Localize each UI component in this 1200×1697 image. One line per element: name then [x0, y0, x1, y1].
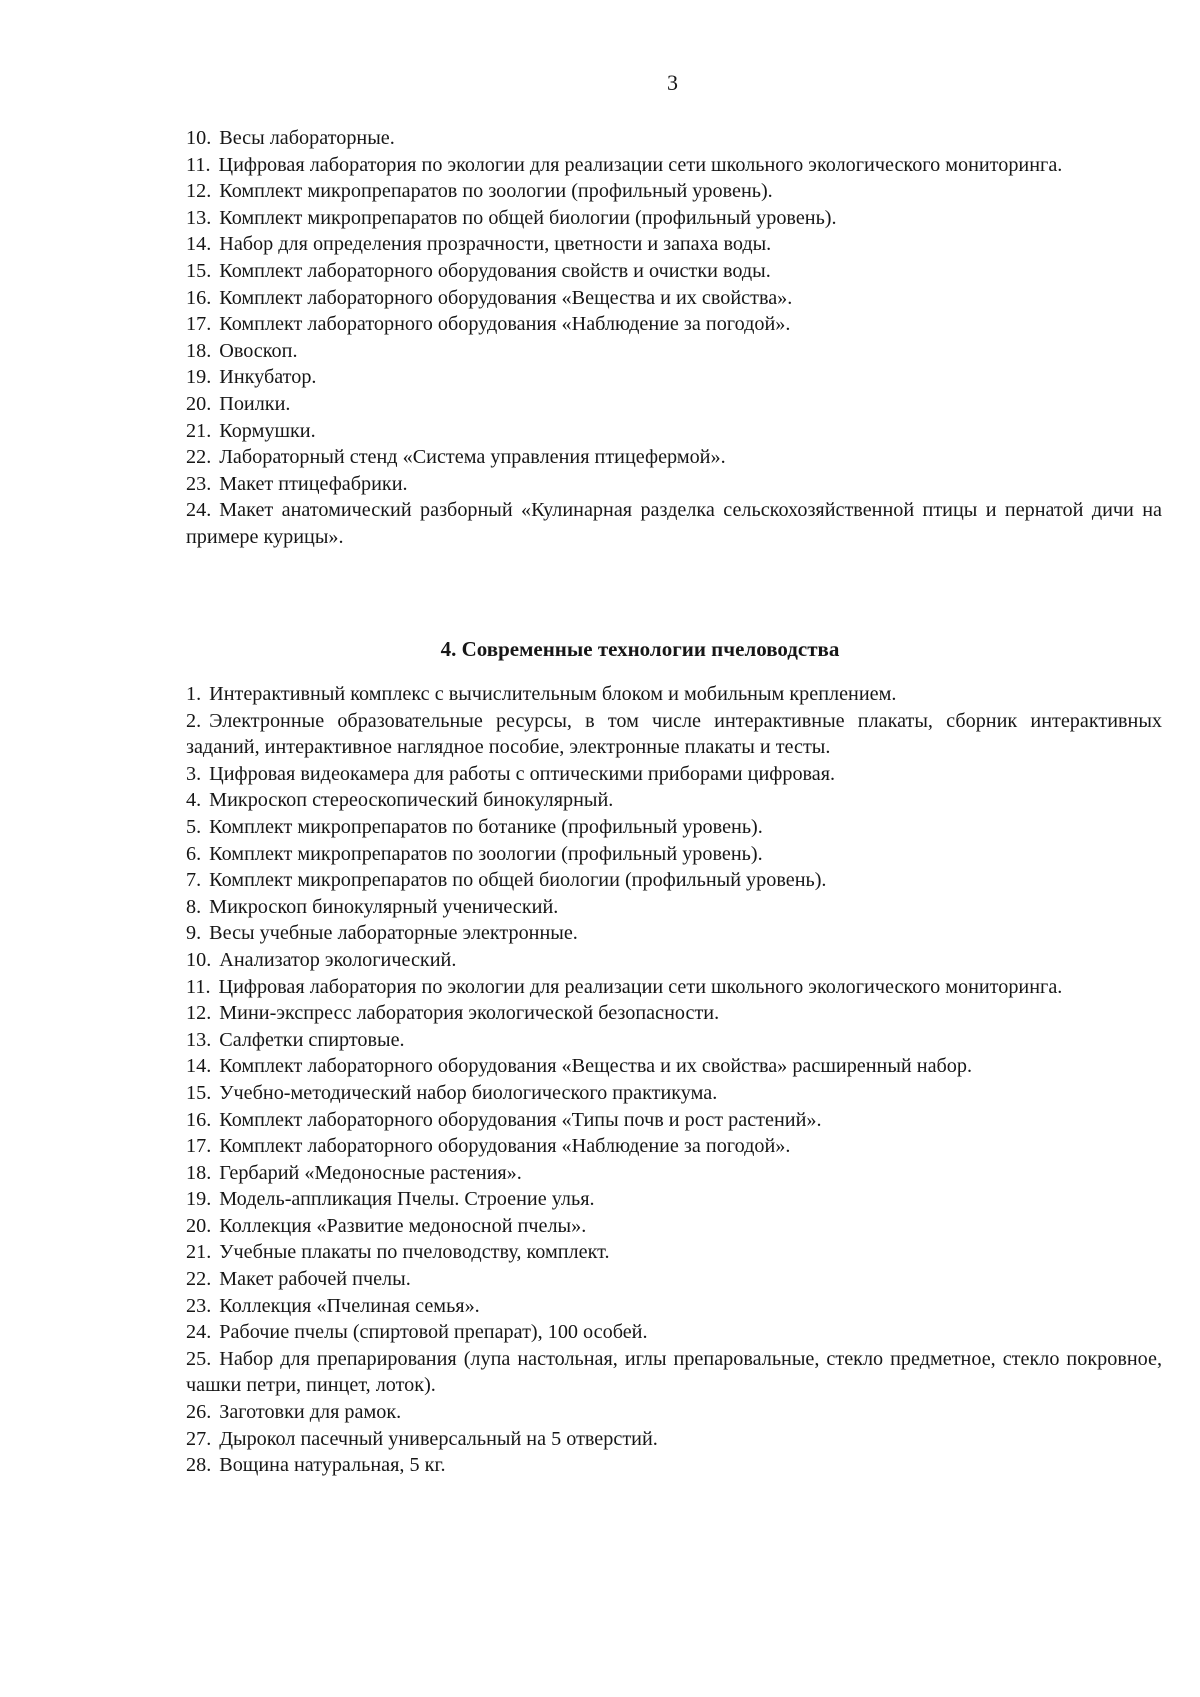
list-item-number: 27.: [186, 1427, 212, 1450]
list-item: [186, 1133, 1162, 1160]
list-item-text: Комплект микропрепаратов по зоологии (профильный уровень).: [209, 842, 763, 865]
list-item-number: 15.: [186, 1081, 212, 1104]
list-item-number: 26.: [186, 1401, 212, 1424]
list-item-number: 20.: [186, 392, 212, 415]
list-item-text: Учебно-методический набор биологического практикума.: [219, 1081, 718, 1104]
list-item-number: 6.: [186, 842, 202, 865]
list-item: [186, 947, 1162, 974]
list-item-number: 8.: [186, 895, 202, 918]
list-item: [186, 1160, 1162, 1187]
list-item-number: 14.: [186, 1055, 212, 1078]
list-item-text: Макет анатомический разборный «Кулинарная разделка сельскохозяйственной птицы и пернатой дичи на примере курицы».: [186, 499, 1162, 548]
list-item-text: Комплект лабораторного оборудования «Вещества и их свойства».: [219, 286, 793, 309]
list-item-text: Комплект лабораторного оборудования «Вещества и их свойства» расширенный набор.: [219, 1055, 973, 1078]
list-item-text: Весы учебные лабораторные электронные.: [209, 922, 578, 945]
list-item: [186, 205, 1162, 232]
list-item-number: 12.: [186, 1002, 212, 1025]
list-item-text: Заготовки для рамок.: [219, 1401, 402, 1424]
list-item: [186, 974, 1162, 1001]
list-item-number: 23.: [186, 472, 212, 495]
list-item: [186, 285, 1162, 312]
list-item-number: 19.: [186, 1188, 212, 1211]
list-item: [186, 1213, 1162, 1240]
list-item-text: Комплект лабораторного оборудования «Типы почв и рост растений».: [219, 1108, 822, 1131]
list-item-text: Комплект лабораторного оборудования «Наблюдение за погодой».: [219, 313, 791, 336]
list-item: [186, 1186, 1162, 1213]
list-item-number: 2.: [186, 709, 202, 732]
list-item-number: 15.: [186, 259, 212, 282]
list-item-text: Коллекция «Пчелиная семья».: [219, 1294, 480, 1317]
list-item-text: Мини-экспресс лаборатория экологической безопасности.: [219, 1002, 720, 1025]
list-item-number: 22.: [186, 1268, 212, 1291]
list-item: [186, 761, 1162, 788]
list-item-text: Микроскоп бинокулярный ученический.: [209, 895, 559, 918]
list-item: [186, 1426, 1162, 1453]
section-heading: 4. Современные технологии пчеловодства: [440, 637, 840, 661]
list-item-number: 1.: [186, 683, 202, 705]
list-item: [186, 1399, 1162, 1426]
list-item-text: Макет рабочей пчелы.: [219, 1268, 411, 1291]
list-item: [186, 1080, 1162, 1107]
list-item-number: 10.: [186, 948, 212, 971]
list-item: [186, 497, 1162, 550]
list-item: [186, 1319, 1162, 1346]
list-item-text: Комплект микропрепаратов по общей биологии (профильный уровень).: [219, 206, 837, 229]
list-item-number: 25.: [186, 1347, 212, 1370]
list-item-number: 24.: [186, 1321, 212, 1344]
list-item-number: 11.: [186, 975, 211, 998]
list-item: [186, 1452, 1162, 1479]
list-item: [186, 841, 1162, 868]
list-item: [186, 1266, 1162, 1293]
page-number: 3: [667, 70, 678, 95]
list-item-text: Учебные плакаты по пчеловодству, комплект.: [219, 1241, 610, 1264]
list-item-number: 21.: [186, 1241, 212, 1264]
list-item-number: 7.: [186, 869, 202, 892]
list-item: [186, 920, 1162, 947]
list-item-number: 24.: [186, 499, 212, 522]
list-item-text: Макет птицефабрики.: [219, 472, 408, 495]
list-item: [186, 125, 1162, 152]
list-item: [186, 471, 1162, 498]
list-item-text: Поилки.: [219, 392, 291, 415]
list-item-text: Комплект микропрепаратов по общей биологии (профильный уровень).: [209, 869, 827, 892]
list-item-text: Вощина натуральная, 5 кг.: [219, 1454, 446, 1477]
list-item-text: Инкубатор.: [219, 366, 317, 389]
list-item-text: Комплект микропрепаратов по зоологии (профильный уровень).: [219, 180, 773, 203]
list-item-number: 5.: [186, 815, 202, 838]
list-item: [186, 1000, 1162, 1027]
list-item-text: Гербарий «Медоносные растения».: [219, 1161, 522, 1184]
list-item-number: 18.: [186, 1161, 212, 1184]
equipment-list-bottom: [186, 681, 1162, 1479]
list-item-text: Комплект лабораторного оборудования «Наблюдение за погодой».: [219, 1135, 791, 1158]
list-item: [186, 894, 1162, 921]
list-item: [186, 444, 1162, 471]
list-item-number: 23.: [186, 1294, 212, 1317]
list-item: [186, 1239, 1162, 1266]
list-item-text: Дырокол пасечный универсальный на 5 отверстий.: [219, 1427, 658, 1450]
list-item-text: Цифровая лаборатория по экологии для реализации сети школьного экологического мониторинга.: [218, 975, 1063, 998]
list-item: [186, 418, 1162, 445]
list-item-text: Цифровая видеокамера для работы с оптическими приборами цифровая.: [209, 762, 836, 785]
list-item-number: 28.: [186, 1454, 212, 1477]
list-item-number: 13.: [186, 1028, 212, 1051]
list-item: [186, 338, 1162, 365]
list-item-text: Лабораторный стенд «Система управления птицефермой».: [219, 446, 726, 469]
list-item-number: 9.: [186, 922, 202, 945]
list-item: [186, 867, 1162, 894]
list-item-text: Модель-аппликация Пчелы. Строение улья.: [219, 1188, 595, 1211]
equipment-list-top: [186, 125, 1162, 551]
list-item-text: Коллекция «Развитие медоносной пчелы».: [219, 1214, 587, 1237]
list-item: [186, 1293, 1162, 1320]
list-item: [186, 787, 1162, 814]
list-item-number: 4.: [186, 789, 202, 812]
list-item: [186, 391, 1162, 418]
list-item-number: 20.: [186, 1214, 212, 1237]
list-item-number: 14.: [186, 233, 212, 256]
list-item-text: Рабочие пчелы (спиртовой препарат), 100 особей.: [219, 1321, 648, 1344]
list-item-number: 13.: [186, 206, 212, 229]
list-item-text: Цифровая лаборатория по экологии для реализации сети школьного экологического мониторинга.: [218, 153, 1063, 176]
list-item-number: 16.: [186, 286, 212, 309]
list-item: [186, 231, 1162, 258]
list-item-text: Интерактивный комплекс с вычислительным блоком и мобильным креплением.: [209, 683, 897, 705]
list-item-number: 16.: [186, 1108, 212, 1131]
list-item: [186, 178, 1162, 205]
list-item-text: Овоскоп.: [219, 339, 298, 362]
list-item-number: 18.: [186, 339, 212, 362]
list-item-number: 22.: [186, 446, 212, 469]
list-item-text: Электронные образовательные ресурсы, в том числе интерактивные плакаты, сборник интерактивных заданий, интерактивное наглядное пособие, электронные плакаты и тесты.: [186, 709, 1162, 759]
list-item: [186, 1027, 1162, 1054]
list-item: [186, 364, 1162, 391]
list-item-text: Анализатор экологический.: [219, 948, 457, 971]
list-item: [186, 152, 1162, 179]
list-item-number: 17.: [186, 313, 212, 336]
list-item: [186, 814, 1162, 841]
list-item: [186, 311, 1162, 338]
list-item-text: Набор для препарирования (лупа настольная, иглы препаровальные, стекло предметное, стекло покровное, чашки петри, пинцет, лоток).: [186, 1347, 1162, 1397]
list-item: [186, 258, 1162, 285]
list-item: [186, 681, 1162, 708]
list-item-text: Микроскоп стереоскопический бинокулярный.: [209, 789, 614, 812]
list-item-number: 11.: [186, 153, 211, 176]
list-item-number: 17.: [186, 1135, 212, 1158]
list-item-text: Комплект микропрепаратов по ботанике (профильный уровень).: [209, 815, 763, 838]
list-item: [186, 1346, 1162, 1399]
list-item: [186, 1107, 1162, 1134]
list-item-number: 21.: [186, 419, 212, 442]
list-item-text: Салфетки спиртовые.: [219, 1028, 405, 1051]
list-item-text: Комплект лабораторного оборудования свойств и очистки воды.: [219, 259, 771, 282]
list-item: [186, 708, 1162, 761]
list-item-text: Кормушки.: [219, 419, 316, 442]
list-item-text: Набор для определения прозрачности, цветности и запаха воды.: [219, 233, 772, 256]
list-item-number: 3.: [186, 762, 202, 785]
list-item-number: 19.: [186, 366, 212, 389]
list-item-number: 10.: [186, 127, 212, 149]
list-item: [186, 1053, 1162, 1080]
list-item-number: 12.: [186, 180, 212, 203]
list-item-text: Весы лабораторные.: [219, 127, 395, 149]
